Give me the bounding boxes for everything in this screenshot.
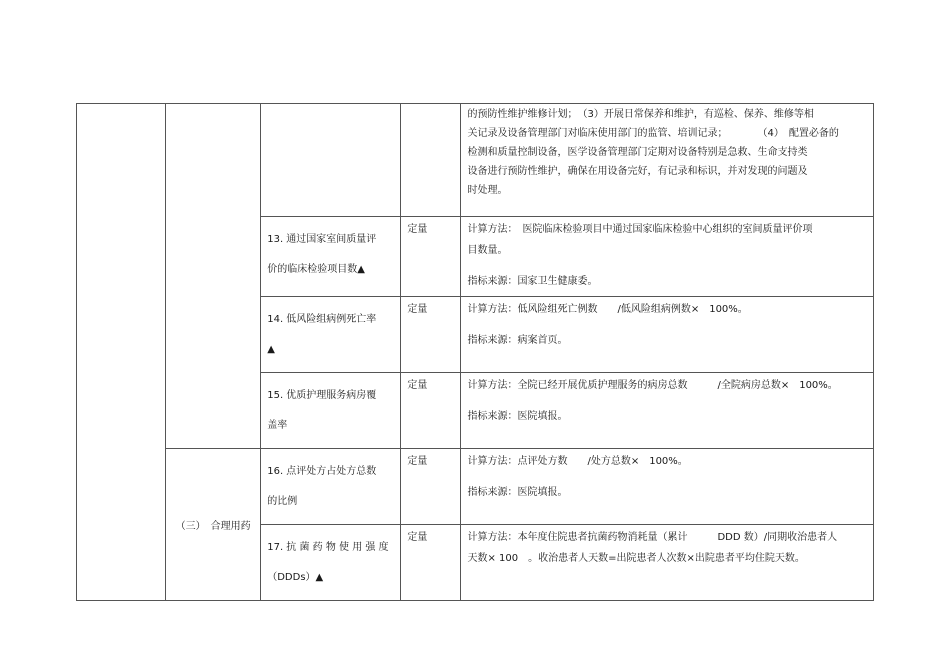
type-cell [401, 373, 461, 449]
indicator-name: 15. 优质护理服务病房覆 [267, 390, 377, 401]
subcategory-cell-upper [166, 104, 261, 449]
continuation-line: 的预防性维护维修计划； （3）开展日常保养和维护，有巡检、保养、维修等相 [467, 109, 814, 120]
indicator-cell-empty [261, 104, 401, 217]
calc-method: 计算方法：本年度住院患者抗菌药物消耗量（累计 DDD 数）/同期收治患者人 [467, 532, 838, 543]
calc-method: 计算方法： 医院临床检验项目中通过国家临床检验中心组织的室间质量评价项 [467, 224, 813, 235]
continuation-line: 关记录及设备管理部门对临床使用部门的监管、培训记录； （4） 配置必备的 [467, 128, 839, 139]
method-cell [461, 217, 874, 297]
indicator-name: 盖率 [267, 420, 288, 431]
continuation-line: 设备进行预防性维护，确保在用设备完好，有记录和标识，并对发现的问题及 [467, 166, 808, 177]
indicator-type: 定量 [407, 532, 428, 543]
table-row [77, 449, 874, 525]
indicator-name: 13. 通过国家室间质量评 [267, 234, 377, 245]
indicator-cell [261, 373, 401, 449]
calc-method: 计算方法：低风险组死亡例数 /低风险组病例数× 100%。 [467, 304, 748, 315]
indicator-type: 定量 [407, 380, 428, 391]
indicator-source: 指标来源：病案首页。 [467, 335, 568, 346]
method-cell [461, 297, 874, 373]
continuation-text-cell [461, 104, 874, 217]
table-row [77, 104, 874, 217]
continuation-line: 检测和质量控制设备，医学设备管理部门定期对设备特别是急救、生命支持类 [467, 147, 808, 158]
indicator-table [76, 103, 874, 601]
indicator-name: 16. 点评处方占处方总数 [267, 466, 377, 477]
section-label: （三） 合理用药 [175, 521, 251, 532]
method-cell [461, 373, 874, 449]
type-cell-empty [401, 104, 461, 217]
continuation-line: 时处理。 [467, 185, 508, 196]
indicator-cell [261, 297, 401, 373]
category-column-cell [77, 104, 166, 601]
indicator-name: 17. 抗 菌 药 物 使 用 强 度 [267, 542, 389, 553]
indicator-type: 定量 [407, 456, 428, 467]
type-cell [401, 297, 461, 373]
calc-method: 计算方法：全院已经开展优质护理服务的病房总数 /全院病房总数× 100%。 [467, 380, 838, 391]
indicator-name: ▲ [267, 344, 275, 355]
indicator-cell [261, 525, 401, 601]
calc-method: 天数× 100 。收治患者人天数=出院患者人次数×出院患者平均住院天数。 [467, 553, 805, 564]
type-cell [401, 217, 461, 297]
indicator-type: 定量 [407, 224, 428, 235]
indicator-cell [261, 217, 401, 297]
indicator-source: 指标来源：医院填报。 [467, 487, 568, 498]
indicator-name: 14. 低风险组病例死亡率 [267, 314, 377, 325]
calc-method: 目数量。 [467, 245, 508, 256]
type-cell [401, 525, 461, 601]
indicator-name: 价的临床检验项目数▲ [267, 264, 365, 275]
indicator-cell [261, 449, 401, 525]
indicator-source: 指标来源：国家卫生健康委。 [467, 276, 598, 287]
method-cell [461, 449, 874, 525]
method-cell [461, 525, 874, 601]
section-cell [166, 449, 261, 601]
indicator-type: 定量 [407, 304, 428, 315]
indicator-name: 的比例 [267, 496, 298, 507]
indicator-source: 指标来源：医院填报。 [467, 411, 568, 422]
calc-method: 计算方法：点评处方数 /处方总数× 100%。 [467, 456, 688, 467]
indicator-name: （DDDs）▲ [267, 572, 324, 583]
type-cell [401, 449, 461, 525]
